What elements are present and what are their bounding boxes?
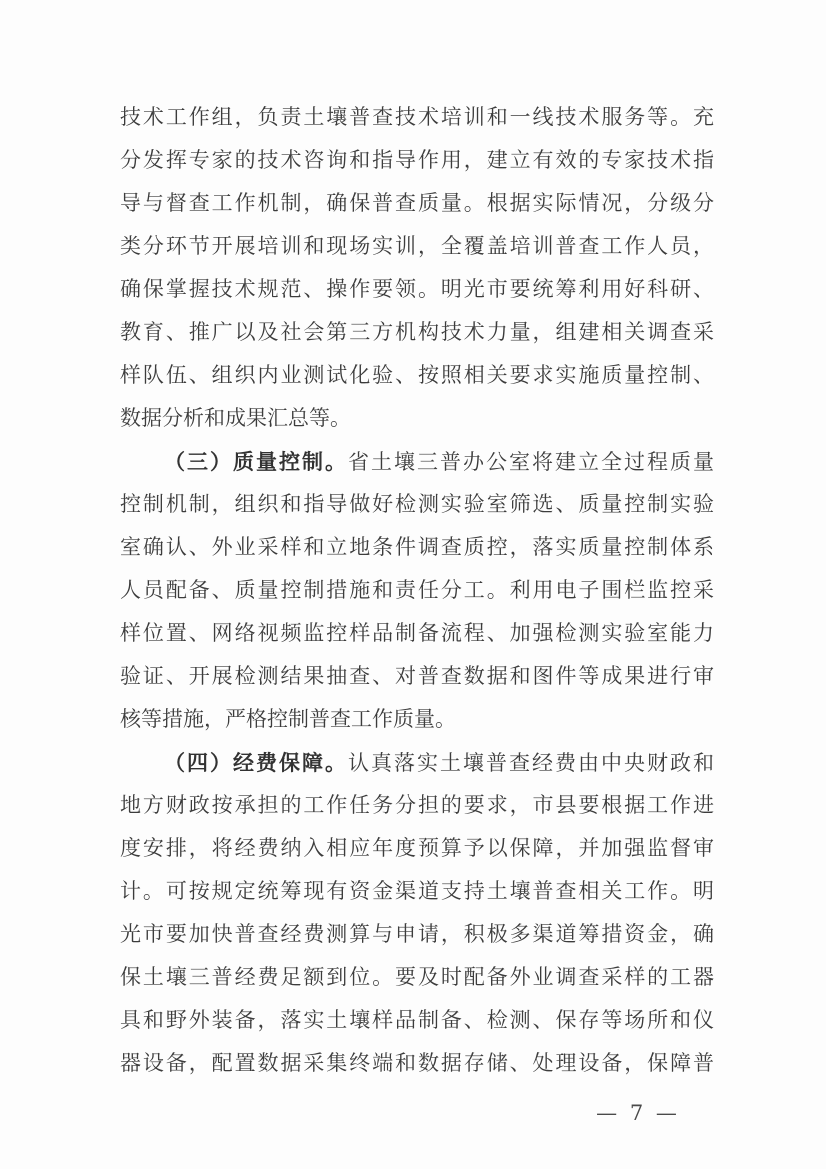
text-line: 计。可按规定统筹现有资金渠道支持土壤普查相关工作。明 (120, 879, 714, 903)
text-line: 保土壤三普经费足额到位。要及时配备外业调查采样的工器 (120, 965, 714, 989)
section-heading: （三）质量控制。 (164, 449, 348, 474)
text-line: 数据分析和成果汇总等。 (120, 406, 351, 430)
text-line: 光市要加快普查经费测算与申请，积极多渠道筹措资金，确 (120, 922, 714, 946)
text-line: 样位置、网络视频监控样品制备流程、加强检测实验室能力 (120, 621, 714, 645)
paragraph (120, 96, 714, 440)
text-line: （三）质量控制。省土壤三普办公室将建立全过程质量 (164, 449, 714, 474)
text-line: （四）经费保障。认真落实土壤普查经费由中央财政和 (164, 750, 714, 775)
text-line: 控制机制，组织和指导做好检测实验室筛选、质量控制实验 (120, 492, 714, 516)
text-line: 确保掌握技术规范、操作要领。明光市要统筹利用好科研、 (120, 277, 714, 301)
text-line: 室确认、外业采样和立地条件调查质控，落实质量控制体系 (120, 535, 714, 559)
text-line: 人员配备、质量控制措施和责任分工。利用电子围栏监控采 (120, 578, 714, 602)
text-line: 样队伍、组织内业测试化验、按照相关要求实施质量控制、 (120, 363, 714, 387)
text-line: 器设备，配置数据采集终端和数据存储、处理设备，保障普 (120, 1051, 714, 1075)
text-line: 类分环节开展培训和现场实训，全覆盖培训普查工作人员， (120, 234, 714, 258)
text-line: 度安排，将经费纳入相应年度预算予以保障，并加强监督审 (120, 836, 714, 860)
text-line: 技术工作组，负责土壤普查技术培训和一线技术服务等。充 (120, 105, 714, 129)
paragraph (120, 741, 714, 1085)
text-line: 分发挥专家的技术咨询和指导作用，建立有效的专家技术指 (120, 148, 714, 172)
document-body (120, 96, 714, 1085)
paragraph (120, 440, 714, 741)
text-line: 教育、推广以及社会第三方机构技术力量，组建相关调查采 (120, 320, 714, 344)
text-line: 核等措施，严格控制普查工作质量。 (120, 707, 456, 731)
text-line: 导与督查工作机制，确保普查质量。根据实际情况，分级分 (120, 191, 714, 215)
text-line: 具和野外装备，落实土壤样品制备、检测、保存等场所和仪 (120, 1008, 714, 1032)
text-line: 地方财政按承担的工作任务分担的要求，市县要根据工作进 (120, 793, 714, 817)
text-line: 验证、开展检测结果抽查、对普查数据和图件等成果进行审 (120, 664, 714, 688)
section-heading: （四）经费保障。 (164, 750, 348, 775)
page-number: — 7 — (596, 1101, 680, 1125)
